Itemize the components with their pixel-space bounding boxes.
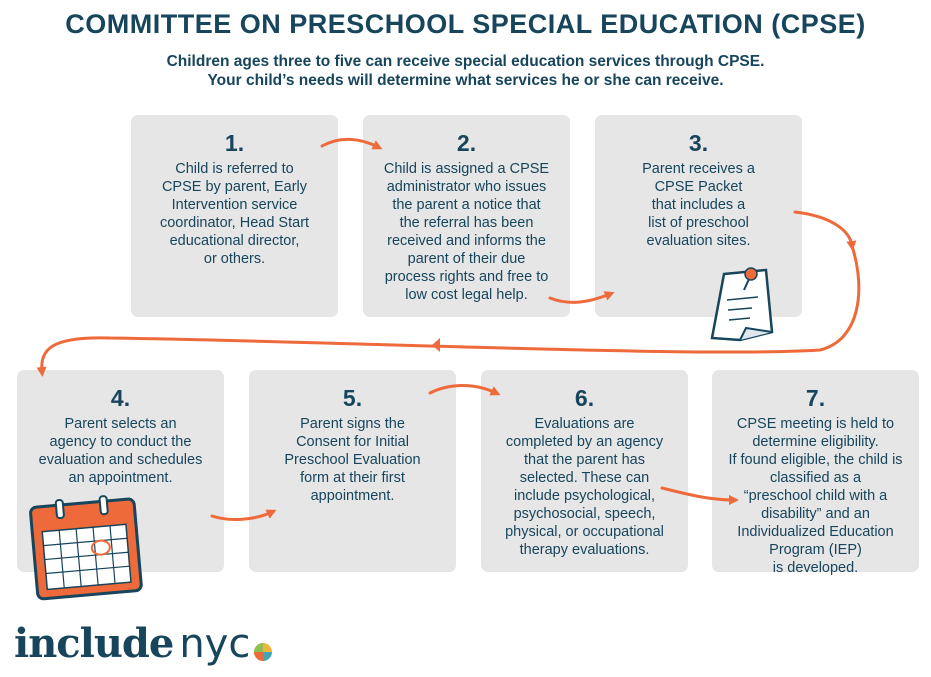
step-line: received and informs the [387, 233, 546, 249]
step-line: “preschool child with a [743, 488, 888, 504]
step-number: 1. [224, 130, 245, 156]
step-number: 6. [574, 385, 595, 411]
step-line: educational director, [169, 233, 300, 249]
subtitle-line: Your child’s needs will determine what services he or she can receive. [207, 72, 724, 89]
arrow-icon [212, 512, 272, 519]
logo-text-nyc: nyc [179, 621, 251, 667]
step-line: Evaluations are [534, 416, 635, 432]
step-line: Parent receives a [642, 161, 755, 177]
step-line: appointment. [310, 488, 395, 504]
step-line: physical, or occupational [505, 524, 664, 540]
step-line: or others. [203, 251, 266, 267]
page-title: COMMITTEE ON PRESCHOOL SPECIAL EDUCATION (CPSE) [65, 9, 866, 39]
step-number: 4. [110, 385, 131, 411]
include-nyc-logo [14, 620, 250, 667]
step-number: 2. [456, 130, 477, 156]
step-line: Individualized Education [737, 524, 894, 540]
arrow-icon [322, 139, 378, 147]
arrow-icon [662, 488, 734, 500]
step-line: administrator who issues [386, 179, 547, 195]
logo-mark-icon [254, 643, 272, 661]
step-line: disability” and an [761, 506, 870, 522]
step-line: include psychological, [513, 488, 656, 504]
step-line: determine eligibility. [752, 434, 879, 450]
step-line: process rights and free to [384, 269, 549, 285]
step-line: Child is assigned a CPSE [383, 161, 550, 177]
step-number: 7. [805, 385, 826, 411]
pinned-note-icon [712, 268, 772, 340]
step-line: Preschool Evaluation [284, 452, 421, 468]
step-line: agency to conduct the [49, 434, 192, 450]
step-line: form at their first [300, 470, 405, 486]
step-line: Consent for Initial [296, 434, 409, 450]
step-line: the referral has been [399, 215, 534, 231]
step-line: CPSE Packet [654, 179, 743, 195]
step-line: CPSE meeting is held to [736, 416, 895, 432]
calendar-icon [30, 494, 142, 600]
step-line: psychosocial, speech, [513, 506, 656, 522]
step-line: Parent selects an [64, 416, 177, 432]
step-line: Program (IEP) [769, 542, 862, 558]
step-line: Intervention service [171, 197, 298, 213]
step-line: Child is referred to [175, 161, 294, 177]
step-line: list of preschool [648, 215, 749, 231]
step-number: 3. [688, 130, 709, 156]
step-line: CPSE by parent, Early [161, 179, 308, 195]
step-line: is developed. [772, 560, 859, 576]
step-line: low cost legal help. [405, 287, 528, 303]
step-line: evaluation and schedules [38, 452, 203, 468]
step-line: an appointment. [68, 470, 173, 486]
step-line: that the parent has [524, 452, 645, 468]
step-line: completed by an agency [505, 434, 664, 450]
step-line: therapy evaluations. [519, 542, 650, 558]
arrow-icon [550, 294, 610, 302]
step-line: selected. These can [519, 470, 650, 486]
step-line: the parent a notice that [392, 197, 541, 213]
step-line: If found eligible, the child is [728, 452, 903, 468]
step-line: coordinator, Head Start [159, 215, 310, 231]
step-number: 5. [342, 385, 363, 411]
step-line: parent of their due [407, 251, 526, 267]
step-line: Parent signs the [300, 416, 405, 432]
arrow-icon [430, 386, 496, 394]
step-line: that includes a [651, 197, 746, 213]
logo-text-include: include [14, 620, 174, 667]
step-line: classified as a [769, 470, 862, 486]
step-line: evaluation sites. [646, 233, 751, 249]
arrow-icon [432, 338, 440, 352]
arrow-icon [795, 212, 852, 246]
subtitle-line: Children ages three to five can receive special education services through CPSE. [166, 53, 765, 70]
